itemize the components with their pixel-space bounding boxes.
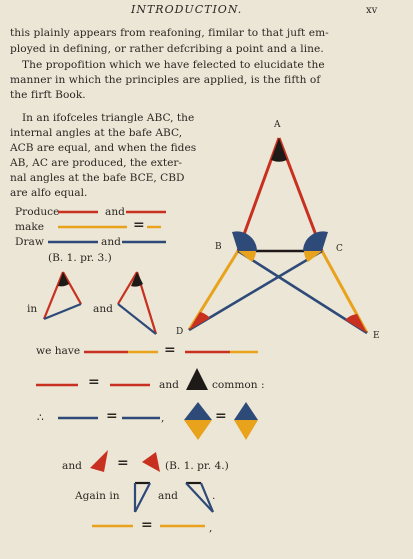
- running-head: INTRODUCTION.: [131, 3, 243, 16]
- angle-d: [189, 312, 210, 330]
- angle-b-internal: [232, 231, 257, 251]
- therefore-sign: ∴: [37, 412, 44, 424]
- equals-sign: =: [106, 408, 118, 424]
- proof-reference: (B. 1. pr. 3.): [48, 252, 112, 264]
- proof-word: and: [159, 379, 179, 391]
- proof-word: common :: [212, 379, 265, 391]
- theorem-line: nal angles at the bafe BCE, CBD: [10, 172, 185, 184]
- theorem-line: ACB are equal, and when the fides: [10, 142, 197, 154]
- proof-word: and: [105, 206, 125, 218]
- red-angle-row: [90, 450, 160, 472]
- angle-e: [345, 314, 367, 333]
- paragraph-line: manner in which the principles are applied, is the fifth of: [10, 74, 321, 86]
- common-angle-icon: [186, 368, 208, 390]
- therefore-row: [58, 402, 258, 440]
- equals-sign: =: [215, 408, 227, 424]
- comma: ,: [209, 522, 213, 534]
- equals-sign: =: [88, 374, 100, 390]
- vertex-label-a: A: [274, 120, 281, 130]
- theorem-line: In an ifofceles triangle ABC, the: [22, 112, 195, 124]
- proof-word: Draw: [15, 236, 44, 248]
- theorem-line: AB, AC are produced, the exter-: [10, 157, 182, 169]
- proof-word: and: [62, 460, 82, 472]
- vertex-label-e: E: [373, 331, 380, 341]
- theorem-line: internal angles at the bafe ABC,: [10, 127, 183, 139]
- theorem-line: are alfo equal.: [10, 187, 88, 199]
- proof-word: and: [93, 303, 113, 315]
- page-number: xv: [366, 5, 378, 16]
- equals-sign: =: [133, 217, 145, 233]
- proof-word: in: [27, 303, 38, 315]
- paragraph-line: this plainly appears from reafoning, fimilar to that juft em-: [10, 27, 329, 39]
- proof-word: make: [15, 221, 45, 233]
- paragraph-line: The propofition which we have felected to elucidate the: [22, 59, 325, 71]
- small-triangle-left: [44, 272, 81, 319]
- proof-word: Again in: [75, 490, 120, 502]
- proof-word: we have: [36, 345, 81, 357]
- proof-reference: (B. 1. pr. 4.): [165, 460, 229, 472]
- vertex-label-d: D: [176, 327, 184, 337]
- proof-word: and: [158, 490, 178, 502]
- comma: ,: [161, 412, 165, 424]
- equals-sign: =: [117, 455, 129, 471]
- common-row: [36, 368, 208, 390]
- vertex-label-c: C: [336, 244, 343, 254]
- equals-sign: =: [164, 342, 176, 358]
- proof-word: Produce: [15, 206, 60, 218]
- equals-sign: =: [141, 517, 153, 533]
- proof-word: .: [212, 490, 216, 502]
- vertex-label-b: B: [215, 242, 222, 252]
- paragraph-line: ployed in defining, or rather defcribing a point and a line.: [10, 43, 324, 55]
- isosceles-triangle-figure: [189, 138, 367, 333]
- proof-word: and: [101, 236, 121, 248]
- angle-c-internal: [303, 231, 328, 251]
- paragraph-line: the firft Book.: [10, 89, 86, 101]
- small-triangle-right: [118, 272, 156, 334]
- again-row-figures: [135, 483, 216, 512]
